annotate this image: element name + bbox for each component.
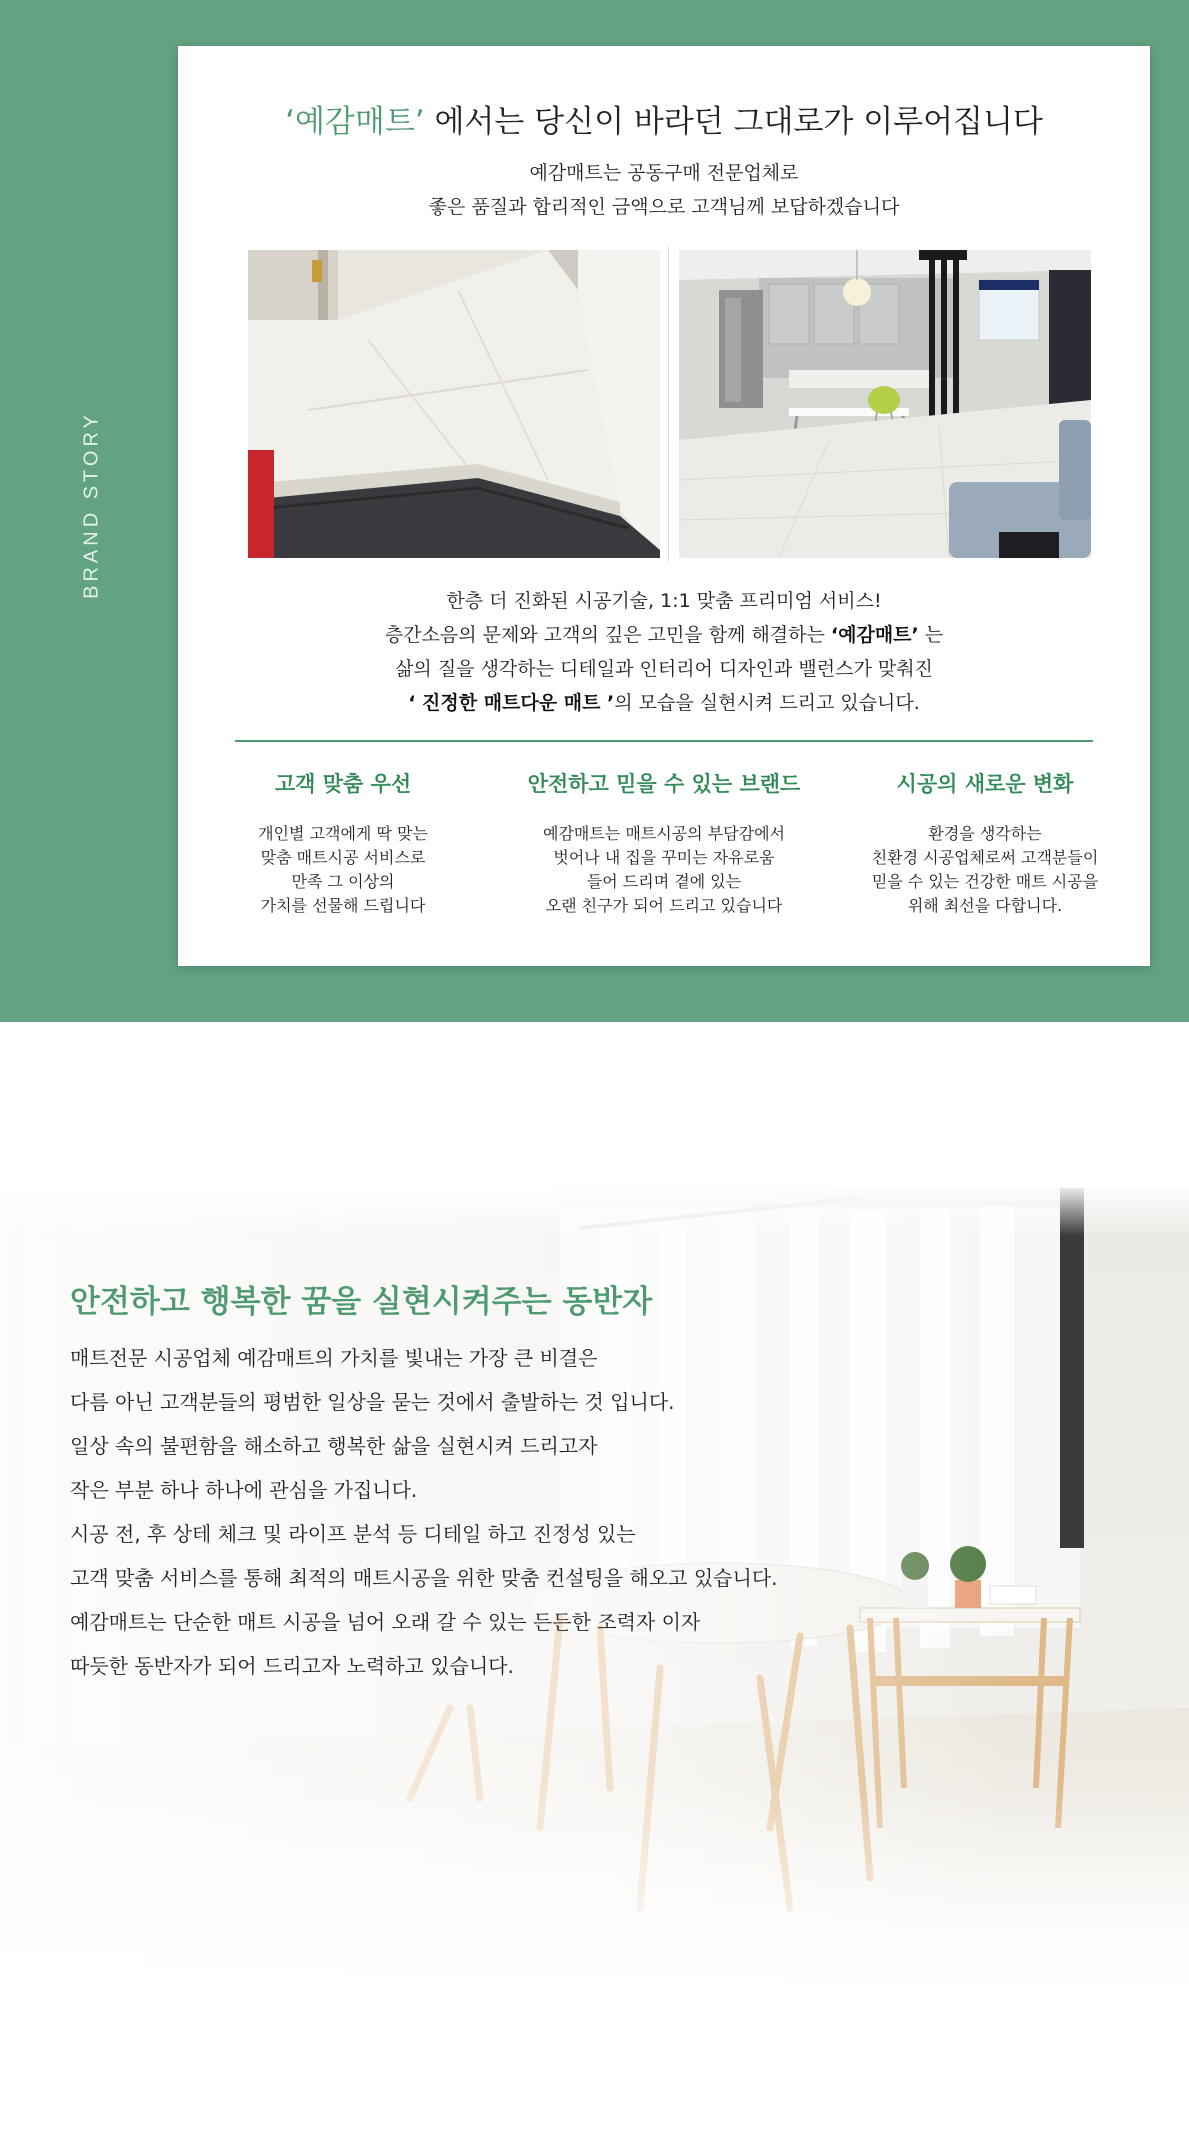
story-line: 시공 전, 후 상테 체크 및 라이프 분석 등 디테일 하고 진정성 있는 (70, 1522, 636, 1546)
story-line: 따듯한 동반자가 되어 드리고자 노력하고 있습니다. (70, 1654, 514, 1678)
section-divider (235, 740, 1093, 742)
feature-body (514, 822, 814, 918)
feature-line: 오랜 친구가 되어 드리고 있습니다 (545, 896, 783, 915)
desc-line (178, 686, 1150, 720)
brand-story-section (0, 0, 1189, 1022)
story-line: 작은 부분 하나 하나에 관심을 가집니다. (70, 1478, 418, 1502)
side-label: BRAND STORY (80, 411, 103, 599)
desc-line: 삶의 질을 생각하는 디테일과 인터리어 디자인과 밸런스가 맞춰진 (395, 658, 933, 680)
brand-headline (178, 96, 1150, 141)
story-body (70, 1336, 778, 1688)
story-title: 안전하고 행복한 꿈을 실현시켜주는 동반자 (70, 1284, 653, 1320)
headline-accent: ‘예감매트’ (285, 104, 425, 140)
feature-title: 고객 맞춤 우선 (274, 772, 412, 796)
story-line: 다름 아닌 고객분들의 평범한 일상을 묻는 것에서 출발하는 것 입니다. (70, 1390, 675, 1414)
brand-name-bold: ‘예감매트’ (830, 624, 919, 646)
feature-line: 환경을 생각하는 (928, 824, 1042, 843)
feature-customer-first (193, 768, 493, 918)
feature-trusted-brand (514, 768, 814, 918)
intro-line: 좋은 품질과 합리적인 금액으로 고객님께 보답하겠습니다 (428, 196, 900, 218)
feature-line: 친환경 시공업체로써 고객분들이 (871, 848, 1099, 867)
feature-line: 만족 그 이상의 (291, 872, 395, 891)
feature-line: 가치를 선물해 드립니다 (260, 896, 426, 915)
desc-line: 한층 더 진화된 시공기술, 1:1 맞춤 프리미엄 서비스! (446, 590, 882, 612)
feature-body (193, 822, 493, 918)
story-line: 예감매트는 단순한 매트 시공을 넘어 오래 갈 수 있는 든든한 조력자 이자 (70, 1610, 701, 1634)
story-line: 매트전문 시공업체 예감매트의 가치를 빛내는 가장 큰 비결은 (70, 1346, 598, 1370)
intro-line: 예감매트는 공동구매 전문업체로 (529, 162, 799, 184)
photo-divider (668, 246, 669, 562)
feature-title: 안전하고 믿을 수 있는 브랜드 (527, 772, 801, 796)
feature-body (835, 822, 1135, 918)
feature-line: 들어 드리며 곁에 있는 (586, 872, 742, 891)
desc-text: 의 모습을 실현시켜 드리고 있습니다. (614, 692, 920, 714)
feature-title: 시공의 새로운 변화 (896, 772, 1074, 796)
interior-photo (679, 250, 1091, 558)
desc-line (178, 618, 1150, 652)
feature-line: 믿을 수 있는 건강한 매트 시공을 (871, 872, 1099, 891)
tagline-bold: ‘ 진정한 매트다운 매트 ’ (408, 692, 615, 714)
story-line: 일상 속의 불편함을 해소하고 행복한 삶을 실현시켜 드리고자 (70, 1434, 598, 1458)
mat-closeup-photo (248, 250, 660, 558)
brand-description (178, 584, 1150, 720)
feature-line: 벗어나 내 집을 꾸미는 자유로움 (553, 848, 775, 867)
story-line: 고객 맞춤 서비스를 통해 최적의 매트시공을 위한 맞춤 컨설팅을 해오고 있습니다. (70, 1566, 778, 1590)
feature-new-change (835, 768, 1135, 918)
feature-line: 위해 최선을 다합니다. (907, 896, 1063, 915)
brand-card (178, 46, 1150, 966)
feature-line: 개인별 고객에게 딱 맞는 (258, 824, 428, 843)
desc-text: 는 (918, 624, 944, 646)
brand-intro (178, 156, 1150, 224)
headline-rest: 에서는 당신이 바라던 그대로가 이루어집니다 (424, 104, 1043, 140)
partner-story-section (0, 1188, 1189, 1982)
feature-line: 예감매트는 매트시공의 부담감에서 (542, 824, 785, 843)
feature-line: 맞춤 매트시공 서비스로 (260, 848, 426, 867)
desc-text: 층간소음의 문제와 고객의 깊은 고민을 함께 해결하는 (384, 624, 831, 646)
